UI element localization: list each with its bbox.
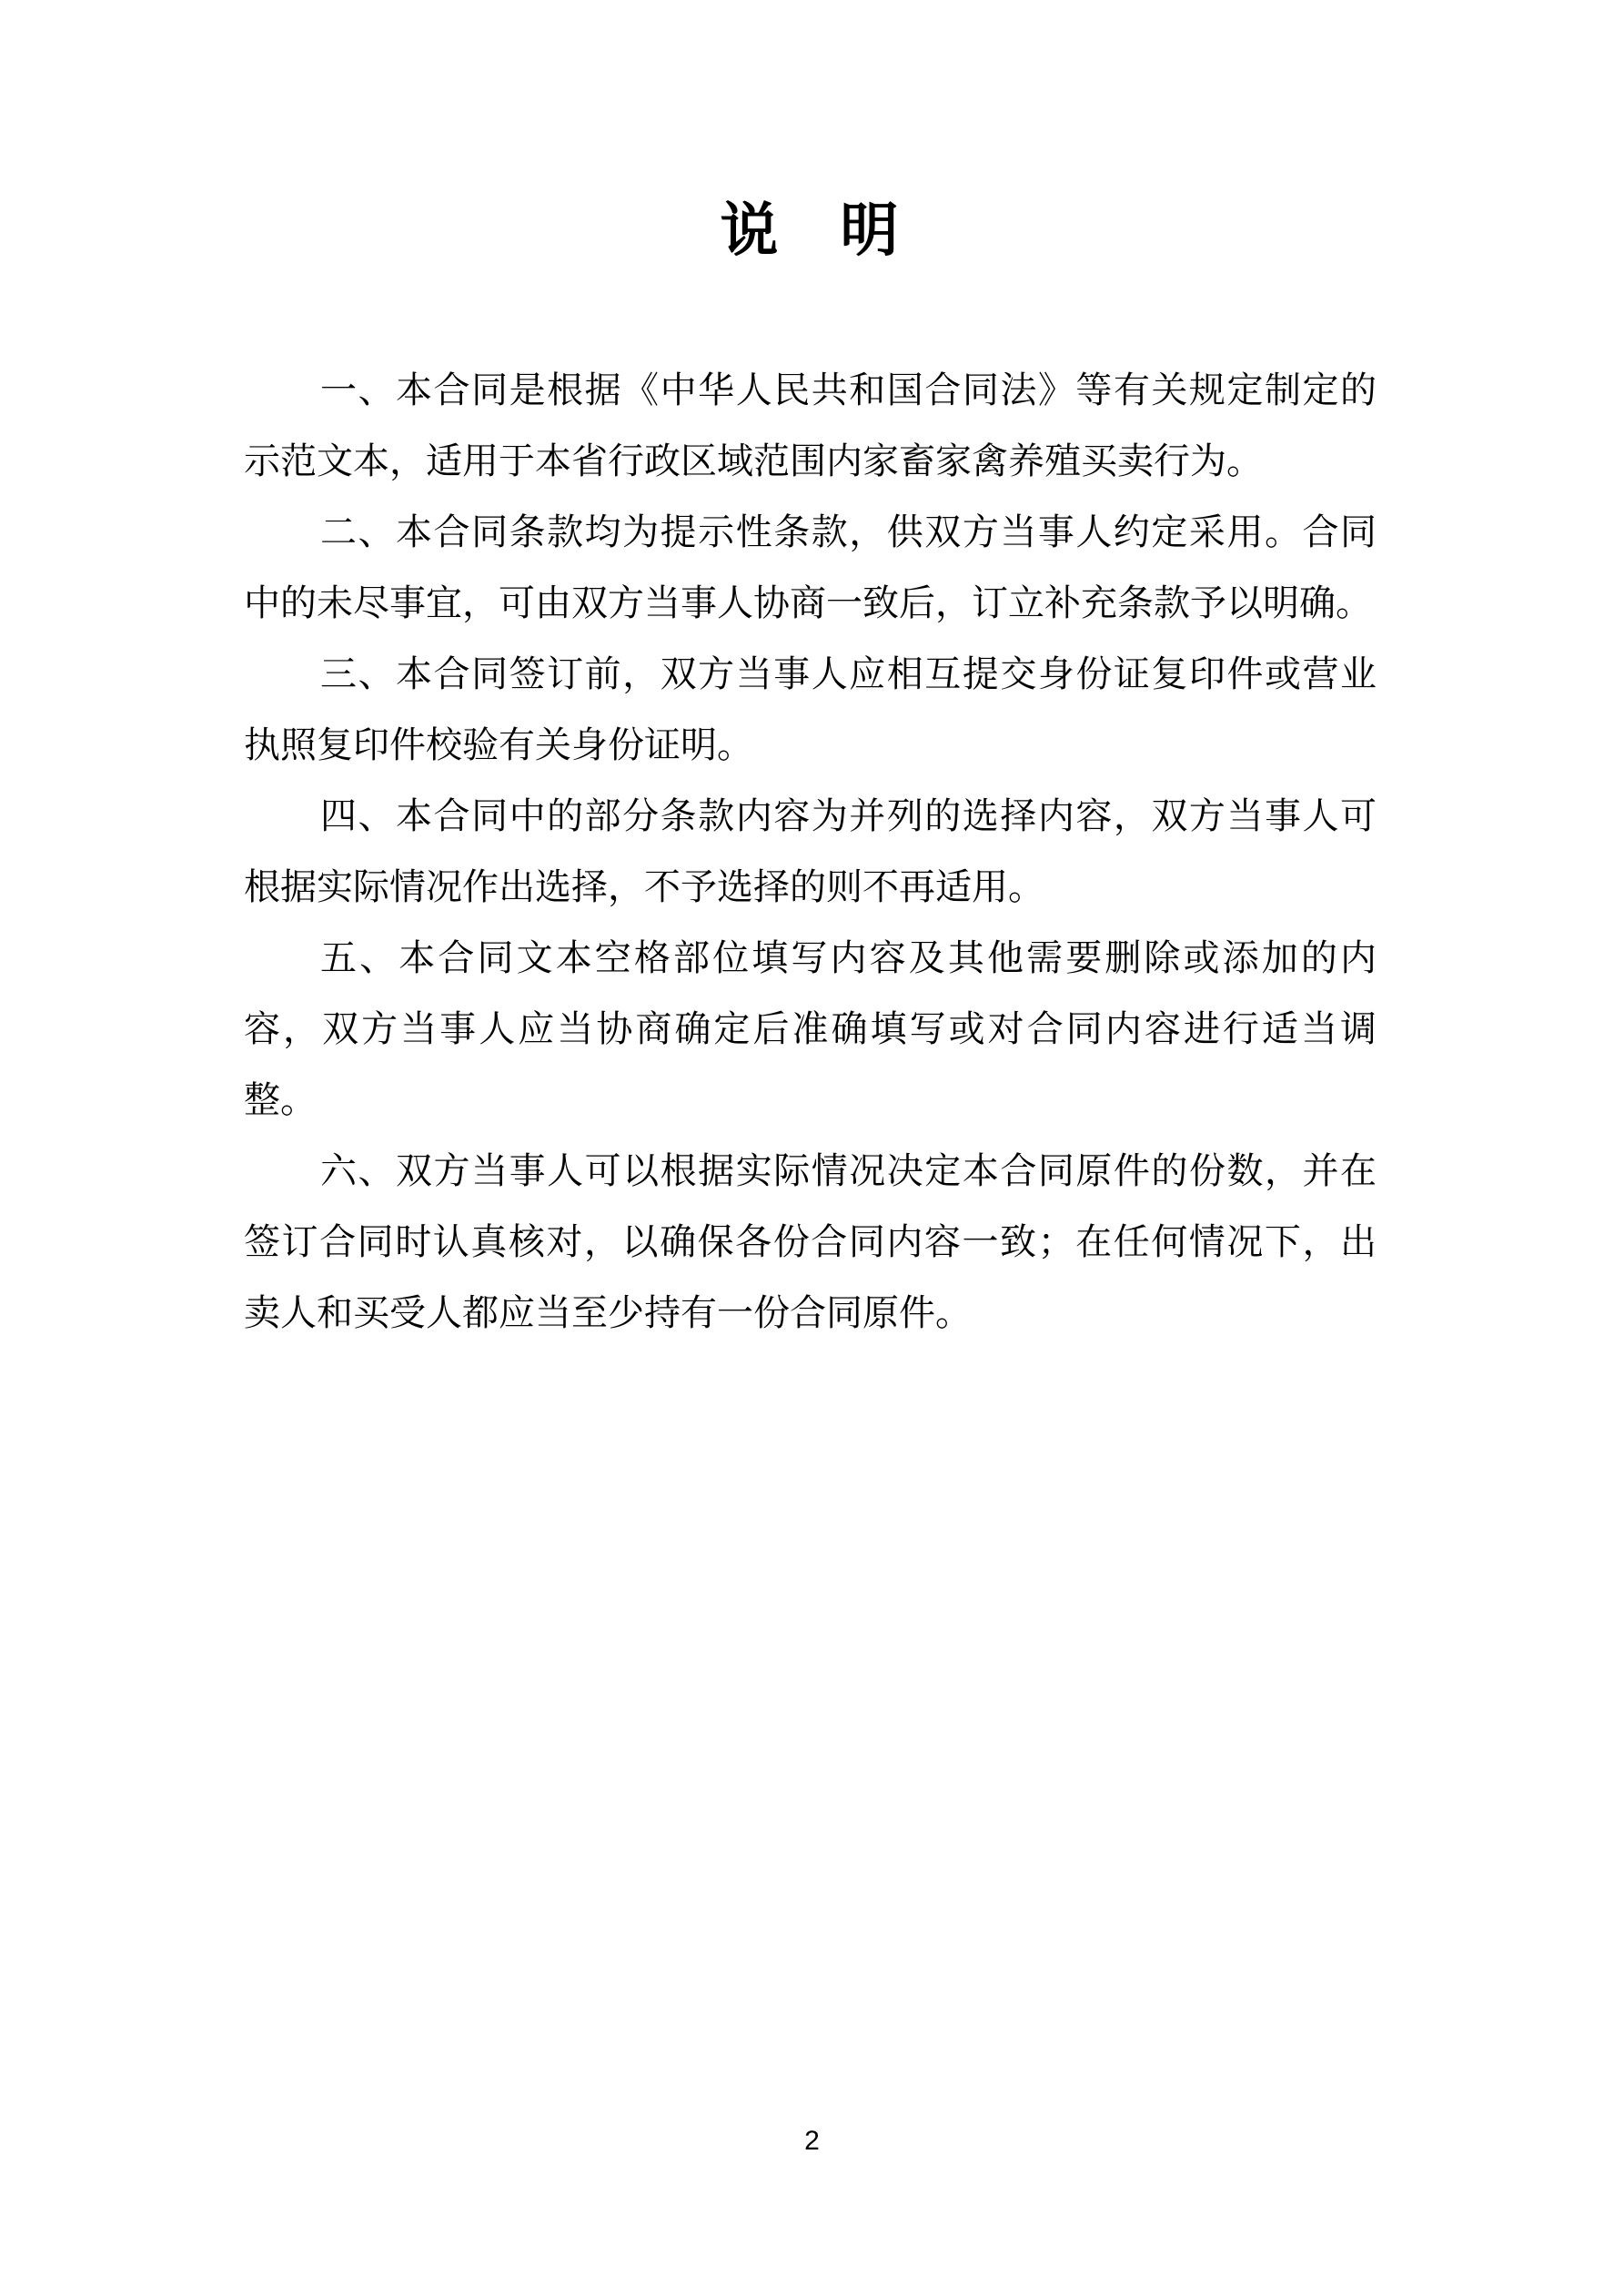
paragraph-1 xyxy=(244,355,1377,497)
paragraph-line: 容，双方当事人应当协商确定后准确填写或对合同内容进行适当调 xyxy=(244,1008,1377,1049)
page-number: 2 xyxy=(804,2126,820,2156)
paragraph-line: 四、本合同中的部分条款内容为并列的选择内容，双方当事人可 xyxy=(320,795,1377,836)
paragraph-line: 示范文本，适用于本省行政区域范围内家畜家禽养殖买卖行为。 xyxy=(244,440,1263,481)
paragraph-line: 签订合同时认真核对，以确保各份合同内容一致；在任何情况下，出 xyxy=(244,1221,1377,1262)
paragraph-3 xyxy=(244,639,1377,781)
paragraph-line: 整。 xyxy=(244,1079,317,1120)
paragraph-line: 根据实际情况作出选择，不予选择的则不再适用。 xyxy=(244,866,1044,907)
paragraph-4 xyxy=(244,781,1377,923)
paragraph-2 xyxy=(244,497,1377,639)
page-title: 说 明 xyxy=(720,198,901,263)
paragraph-line: 六、双方当事人可以根据实际情况决定本合同原件的份数，并在 xyxy=(320,1150,1377,1191)
paragraph-6 xyxy=(244,1136,1377,1349)
document-body xyxy=(244,355,1377,1349)
paragraph-line: 一、本合同是根据《中华人民共和国合同法》等有关规定制定的 xyxy=(320,369,1377,410)
paragraph-line: 五、本合同文本空格部位填写内容及其他需要删除或添加的内 xyxy=(320,937,1377,978)
paragraph-line: 三、本合同签订前，双方当事人应相互提交身份证复印件或营业 xyxy=(320,653,1377,694)
paragraph-line: 执照复印件校验有关身份证明。 xyxy=(244,724,753,765)
paragraph-5 xyxy=(244,923,1377,1136)
paragraph-line: 中的未尽事宜，可由双方当事人协商一致后，订立补充条款予以明确。 xyxy=(244,582,1372,623)
paragraph-line: 卖人和买受人都应当至少持有一份合同原件。 xyxy=(244,1292,972,1333)
paragraph-line: 二、本合同条款均为提示性条款，供双方当事人约定采用。合同 xyxy=(320,511,1377,552)
